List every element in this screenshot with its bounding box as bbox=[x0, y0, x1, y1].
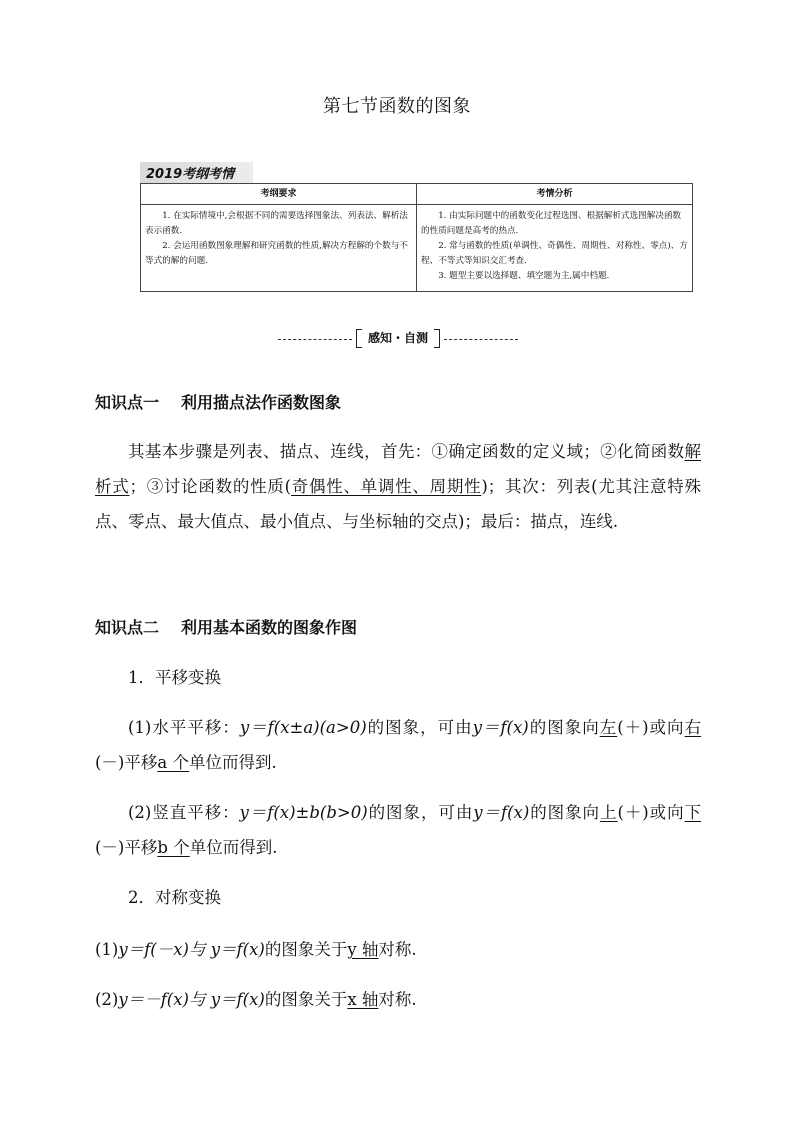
col1-header: 考纲要求 bbox=[141, 184, 417, 205]
formula: y＝f(－x)与 y＝f(x) bbox=[118, 940, 265, 959]
body-text: 的图象关于 bbox=[264, 990, 348, 1009]
body-text: 的图象，可由 bbox=[366, 718, 473, 737]
formula: y＝－f(x)与 y＝f(x) bbox=[118, 990, 265, 1009]
syllabus-banner-label: 2019考纲考情 bbox=[146, 167, 235, 182]
divider-label: 感知・自测 bbox=[356, 328, 440, 348]
body-text: (＋)或向 bbox=[617, 718, 685, 737]
formula: y＝f(x) bbox=[473, 803, 530, 822]
body-text: (1) bbox=[95, 940, 119, 959]
subsection-symmetry: 2．对称变换 bbox=[128, 888, 221, 907]
knowledge-point-1-label: 知识点一 bbox=[95, 393, 160, 412]
knowledge-point-1-title: 利用描点法作函数图象 bbox=[181, 393, 342, 412]
body-text: (＋)或向 bbox=[617, 803, 685, 822]
page-title: 第七节函数的图象 bbox=[323, 96, 471, 117]
body-text: )；其次：列表(尤其注意特殊点、零点、最大值点、最小值点、与坐标轴的交点)；最后：描点，连线. bbox=[95, 477, 702, 531]
body-text: 的图象向 bbox=[528, 718, 600, 737]
col2-cell bbox=[417, 205, 693, 292]
underlined-answer: 左 bbox=[599, 718, 618, 737]
body-text: 其基本步骤是列表、描点、连线，首先：①确定函数的定义域；②化简函数 bbox=[128, 442, 685, 461]
knowledge-point-2-title: 利用基本函数的图象作图 bbox=[181, 618, 358, 637]
col2-item: 3. 题型主要以选择题、填空题为主,属中档题. bbox=[438, 271, 610, 281]
formula: y＝f(x)±b(b>0) bbox=[239, 803, 368, 822]
body-text: (2)竖直平移： bbox=[128, 803, 240, 822]
syllabus-table bbox=[140, 183, 693, 292]
divider-line-right bbox=[444, 339, 518, 340]
syllabus-banner bbox=[140, 162, 253, 184]
body-text: 的图象向 bbox=[529, 803, 600, 822]
x-axis-symmetry-text bbox=[95, 982, 701, 1017]
body-text: (－)平移 bbox=[95, 753, 158, 772]
body-text: ；③讨论函数的性质( bbox=[129, 477, 292, 496]
body-text: 的图象，可由 bbox=[367, 803, 474, 822]
body-text: (－)平移 bbox=[95, 838, 158, 857]
knowledge-point-2-heading bbox=[95, 615, 357, 638]
body-text: 的图象关于 bbox=[264, 940, 348, 959]
underlined-answer: 上 bbox=[599, 803, 618, 822]
underlined-answer: 右 bbox=[684, 718, 702, 737]
underlined-answer: b 个 bbox=[157, 838, 190, 857]
col2-header: 考情分析 bbox=[417, 184, 693, 205]
col2-item: 1. 由实际问题中的函数变化过程选图、根据解析式选图解决函数的性质问题是高考的热点. bbox=[421, 211, 682, 236]
body-text: 单位而得到. bbox=[189, 838, 278, 857]
underlined-answer: 解析式 bbox=[95, 442, 701, 496]
body-text: (1)水平平移： bbox=[128, 718, 240, 737]
divider-line-left bbox=[278, 339, 352, 340]
underlined-answer: y 轴 bbox=[347, 940, 379, 959]
knowledge-point-2-label: 知识点二 bbox=[95, 618, 160, 637]
body-text: (2) bbox=[95, 990, 119, 1009]
underlined-answer: x 轴 bbox=[347, 990, 379, 1009]
col2-item: 2. 常与函数的性质(单调性、奇偶性、周期性、对称性、零点)、方程、不等式等知识交汇考查. bbox=[421, 241, 688, 266]
formula: y＝f(x±a)(a>0) bbox=[239, 718, 367, 737]
col1-item: 2. 会运用函数图象理解和研究函数的性质,解决方程解的个数与不等式的解的问题. bbox=[145, 241, 408, 266]
subsection-translation: 1．平移变换 bbox=[128, 668, 221, 687]
body-text: 单位而得到. bbox=[188, 753, 277, 772]
underlined-answer: 下 bbox=[684, 803, 702, 822]
formula: y＝f(x) bbox=[472, 718, 529, 737]
underlined-answer: 奇偶性、单调性、周期性 bbox=[291, 477, 482, 496]
y-axis-symmetry-text bbox=[95, 932, 701, 967]
body-text: 对称. bbox=[378, 940, 417, 959]
knowledge-point-1-body bbox=[95, 434, 701, 539]
col1-item: 1. 在实际情境中,会根据不同的需要选择图象法、列表法、解析法表示函数. bbox=[145, 211, 408, 236]
section-divider bbox=[278, 328, 518, 350]
horizontal-shift-text bbox=[95, 710, 701, 780]
underlined-answer: a 个 bbox=[157, 753, 189, 772]
knowledge-point-1-heading bbox=[95, 390, 341, 413]
col1-cell bbox=[141, 205, 417, 292]
vertical-shift-text bbox=[95, 795, 701, 865]
body-text: 对称. bbox=[378, 990, 417, 1009]
